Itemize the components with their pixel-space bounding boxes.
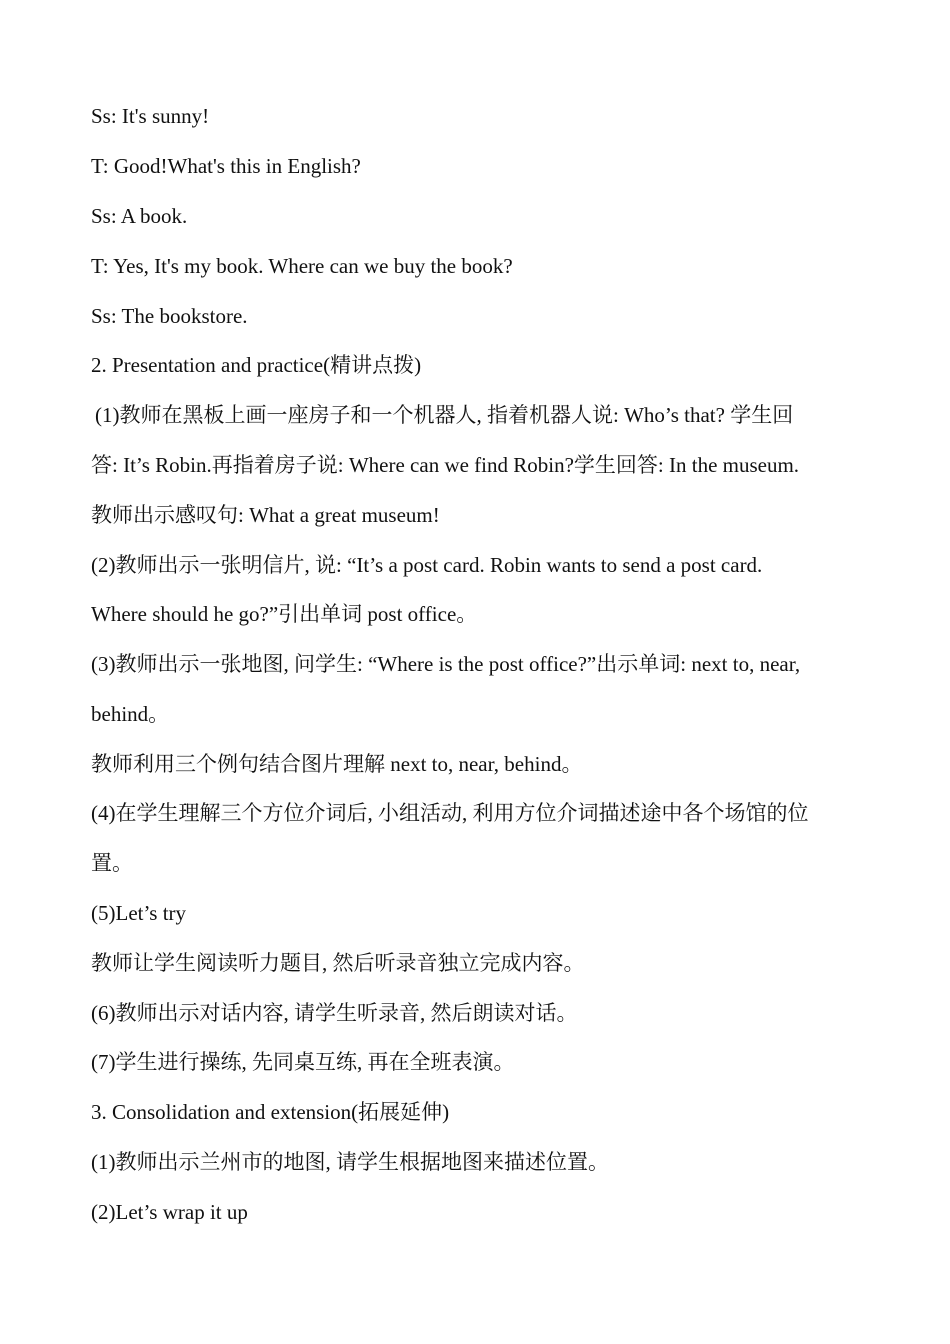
dialogue-line-3: Ss: A book. bbox=[91, 204, 188, 228]
paragraph-line-8: 教师利用三个例句结合图片理解 next to, near, behind。 bbox=[91, 752, 583, 776]
paragraph-line-14: (7)学生进行操练, 先同桌互练, 再在全班表演。 bbox=[91, 1050, 515, 1074]
paragraph-line-6: (3)教师出示一张地图, 问学生: “Where is the post office?”出示单词: next to, near, bbox=[91, 652, 801, 676]
paragraph-line-13: (6)教师出示对话内容, 请学生听录音, 然后朗读对话。 bbox=[91, 1001, 578, 1025]
dialogue-line-1: Ss: It's sunny! bbox=[91, 104, 210, 128]
paragraph-line-3: 教师出示感叹句: What a great museum! bbox=[91, 503, 440, 527]
dialogue-line-4: T: Yes, It's my book. Where can we buy the book? bbox=[91, 254, 513, 278]
paragraph-line-11: (5)Let’s try bbox=[91, 901, 187, 925]
dialogue-line-2: T: Good!What's this in English? bbox=[91, 154, 361, 178]
dialogue-line-5: Ss: The bookstore. bbox=[91, 304, 248, 328]
paragraph-line-2: 答: It’s Robin.再指着房子说: Where can we find Robin?学生回答: In the museum. bbox=[91, 453, 800, 477]
section-heading-presentation: 2. Presentation and practice(精讲点拨) bbox=[91, 353, 422, 377]
paragraph-line-9: (4)在学生理解三个方位介词后, 小组活动, 利用方位介词描述途中各个场馆的位 bbox=[91, 801, 809, 825]
paragraph-line-4: (2)教师出示一张明信片, 说: “It’s a post card. Robin wants to send a post card. bbox=[91, 553, 763, 577]
paragraph-line-10: 置。 bbox=[91, 851, 133, 875]
paragraph-line-15: (1)教师出示兰州市的地图, 请学生根据地图来描述位置。 bbox=[91, 1150, 609, 1174]
section-heading-consolidation: 3. Consolidation and extension(拓展延伸) bbox=[91, 1100, 450, 1124]
paragraph-line-5: Where should he go?”引出单词 post office。 bbox=[91, 602, 478, 626]
paragraph-line-16: (2)Let’s wrap it up bbox=[91, 1200, 248, 1224]
paragraph-line-12: 教师让学生阅读听力题目, 然后听录音独立完成内容。 bbox=[91, 951, 585, 975]
paragraph-line-7: behind。 bbox=[91, 702, 170, 726]
paragraph-line-1: (1)教师在黑板上画一座房子和一个机器人, 指着机器人说: Who’s that? 学生回 bbox=[95, 403, 794, 427]
